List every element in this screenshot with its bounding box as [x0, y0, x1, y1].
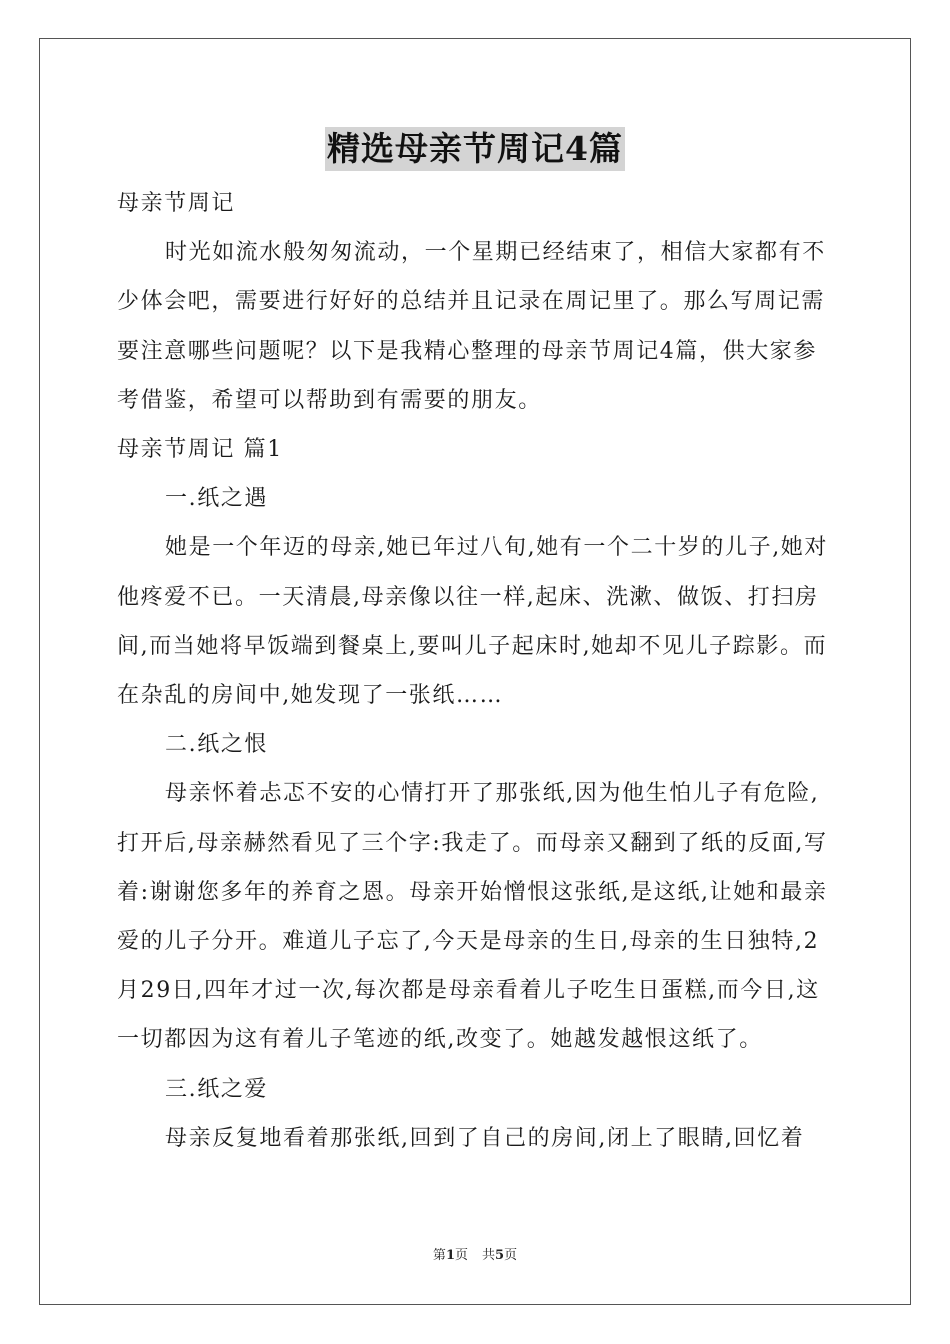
document-body [117, 179, 839, 1163]
total-pages: 5 [495, 1248, 505, 1263]
total-label-prefix: 共 [482, 1248, 496, 1263]
subheading: 三.纸之爱 [165, 1076, 268, 1102]
body-paragraph: 母亲反复地看着那张纸,回到了自己的房间,闭上了眼睛,回忆着 [165, 1125, 805, 1151]
subheading: 一.纸之遇 [165, 486, 268, 512]
section-heading: 母亲节周记 [117, 191, 236, 216]
page-number: 1 [445, 1248, 455, 1263]
total-label-suffix: 页 [504, 1248, 518, 1263]
intro-paragraph: 时光如流水般匆匆流动，一个星期已经结束了，相信大家都有不少体会吧，需要进行好好的总结并且记录在周记里了。那么写周记需要注意哪些问题呢？以下是我精心整理的母亲节周记4篇，供大家参考借鉴，希望可以帮助到有需要的朋友。 [117, 240, 826, 413]
page-label-prefix: 第 [432, 1248, 446, 1263]
title-container [0, 127, 950, 171]
page-footer [0, 1247, 950, 1265]
body-paragraph: 她是一个年迈的母亲,她已年过八旬,她有一个二十岁的儿子,她对他疼爱不已。一天清晨,母亲像以往一样,起床、洗漱、做饭、打扫房间,而当她将早饭端到餐桌上,要叫儿子起床时,她却不见儿子踪影。而在杂乱的房间中,她发现了一张纸…… [117, 535, 828, 709]
section-heading: 母亲节周记 篇1 [117, 437, 283, 463]
page-label-suffix: 页 [454, 1248, 468, 1263]
document-title: 精选母亲节周记4篇 [325, 127, 625, 171]
body-paragraph: 母亲怀着忐忑不安的心情打开了那张纸,因为他生怕儿子有危险,打开后,母亲赫然看见了三个字:我走了。而母亲又翻到了纸的反面,写着:谢谢您多年的养育之恩。母亲开始憎恨这张纸,是这纸,让她和最亲爱的儿子分开。难道儿子忘了,今天是母亲的生日,母亲的生日独特,2月29日,四年才过一次,每次都是母亲看着儿子吃生日蛋糕,而今日,这一切都因为这有着儿子笔迹的纸,改变了。她越发越恨这纸了。 [117, 781, 828, 1053]
subheading: 二.纸之恨 [165, 732, 268, 758]
